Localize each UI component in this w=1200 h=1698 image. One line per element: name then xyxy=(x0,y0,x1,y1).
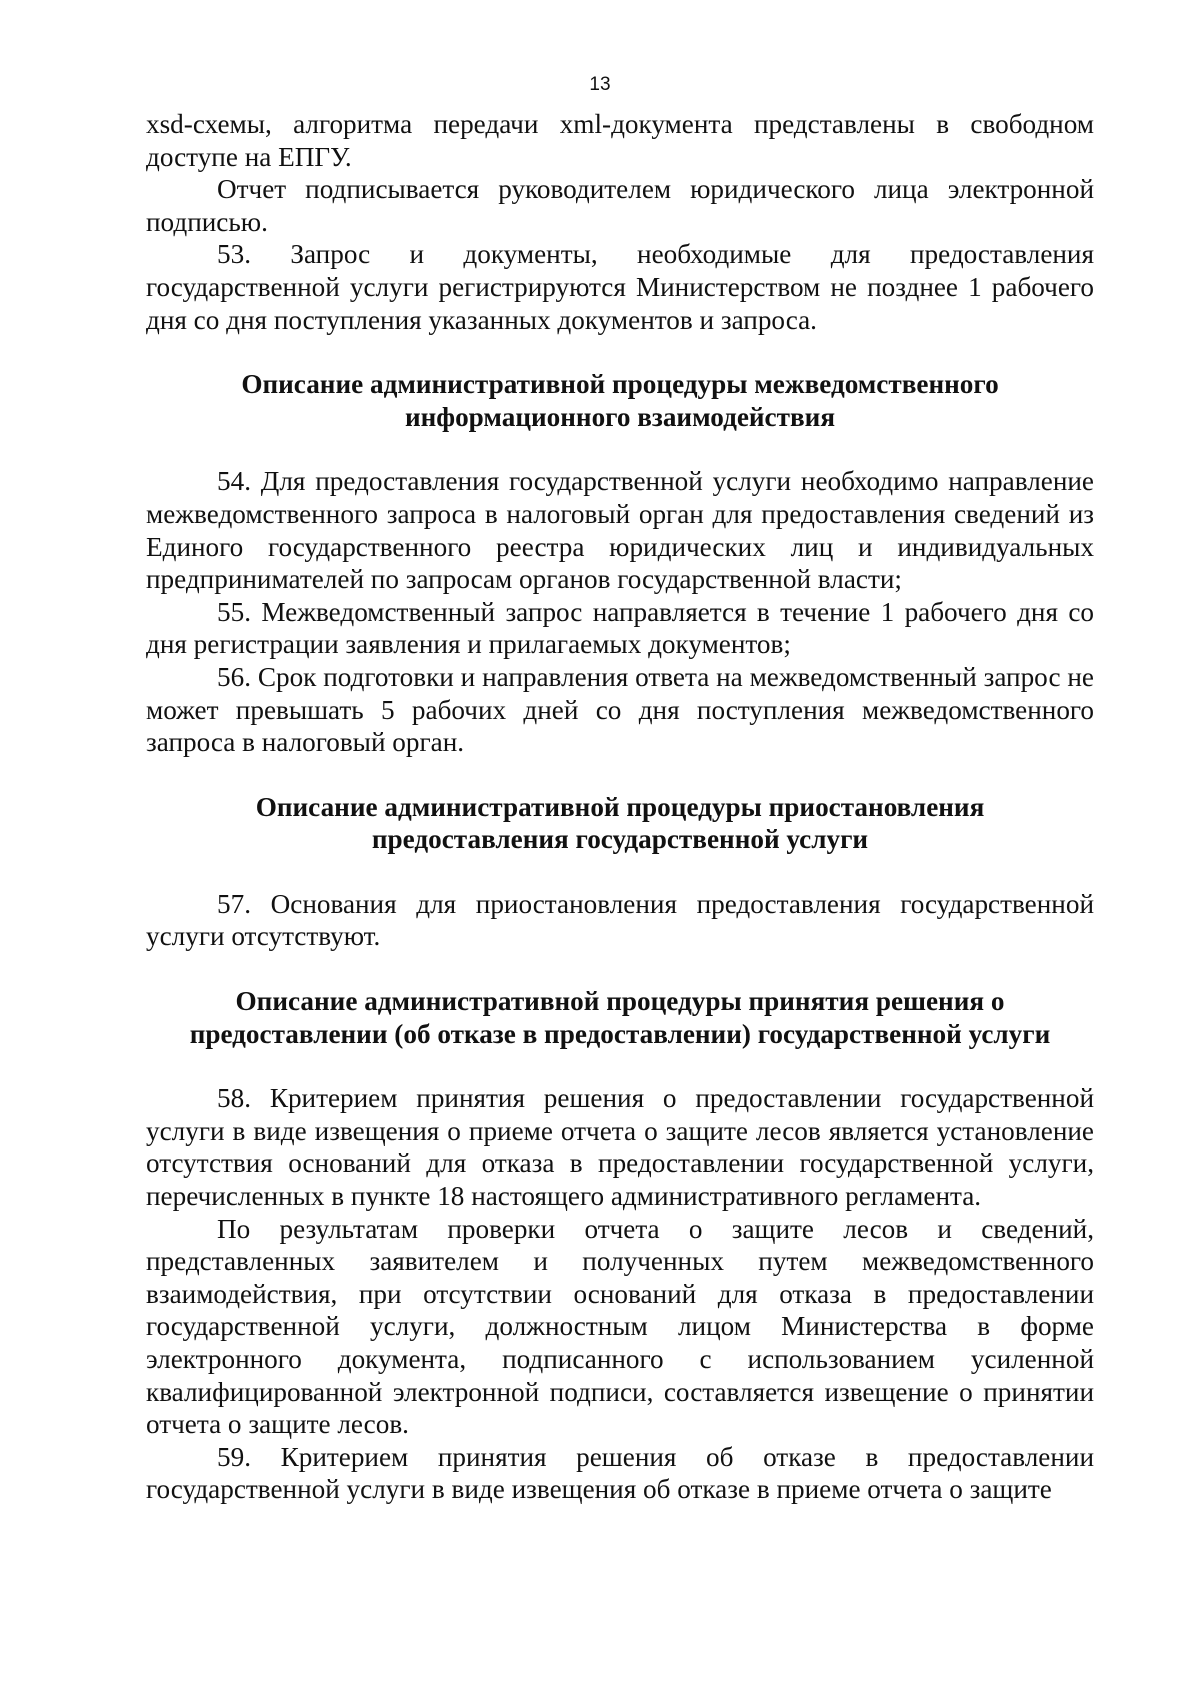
paragraph-56: 56. Срок подготовки и направления ответа на межведомственный запрос не может превышать 5 рабочих дней со дня поступления межведомственного запроса в налоговый орган. xyxy=(146,661,1094,758)
paragraph-53: 53. Запрос и документы, необходимые для предоставления государственной услуги регистрируются Министерством не позднее 1 рабочего дня со дня поступления указанных документов и запроса. xyxy=(146,239,1094,335)
section-heading-line: Описание административной процедуры межведомственного xyxy=(241,369,999,400)
section-heading-interagency xyxy=(146,368,1094,433)
section-heading-line: Описание административной процедуры приостановления xyxy=(255,791,985,822)
paragraph-59: 59. Критерием принятия решения об отказе в предоставлении государственной услуги в виде извещения об отказе в приеме отчета о защите xyxy=(146,1441,1094,1505)
paragraph-58: 58. Критерием принятия решения о предоставлении государственной услуги в виде извещения о приеме отчета о защите лесов является установление отсутствия оснований для отказа в предоставлении государственной услуги, перечисленных в пункте 18 настоящего административного регламента. xyxy=(146,1083,1094,1212)
section-heading-line: предоставлении (об отказе в предоставлении) государственной услуги xyxy=(189,1018,1051,1049)
paragraph-signature: Отчет подписывается руководителем юридического лица электронной подписью. xyxy=(146,174,1094,237)
page-number: 13 xyxy=(589,74,611,95)
paragraph-57: 57. Основания для приостановления предоставления государственной услуги отсутствуют. xyxy=(146,888,1094,952)
section-heading-line: предоставления государственной услуги xyxy=(371,824,869,855)
section-heading-suspension xyxy=(146,791,1094,856)
paragraph-55: 55. Межведомственный запрос направляется в течение 1 рабочего дня со дня регистрации заявления и прилагаемых документов; xyxy=(146,596,1094,660)
paragraph-54: 54. Для предоставления государственной услуги необходимо направление межведомственного запроса в налоговый орган для предоставления сведений из Единого государственного реестра юридических лиц и индивидуальных предпринимателей по запросам органов государственной власти; xyxy=(146,466,1094,595)
section-heading-line: Описание административной процедуры принятия решения о xyxy=(235,986,1005,1017)
paragraph-continuation: xsd-схемы, алгоритма передачи xml-документа представлены в свободном доступе на ЕПГУ. xyxy=(146,109,1094,172)
paragraph-review-results: По результатам проверки отчета о защите лесов и сведений, представленных заявителем и полученных путем межведомственного взаимодействия, при отсутствии оснований для отказа в предоставлении государственной услуги, должностным лицом Министерства в форме электронного документа, подписанного с использованием усиленной квалифицированной электронной подписи, составляется извещение о принятии отчета о защите лесов. xyxy=(146,1213,1094,1440)
document-body xyxy=(146,108,1094,1506)
section-heading-decision xyxy=(146,985,1094,1050)
section-heading-line: информационного взаимодействия xyxy=(404,401,836,432)
